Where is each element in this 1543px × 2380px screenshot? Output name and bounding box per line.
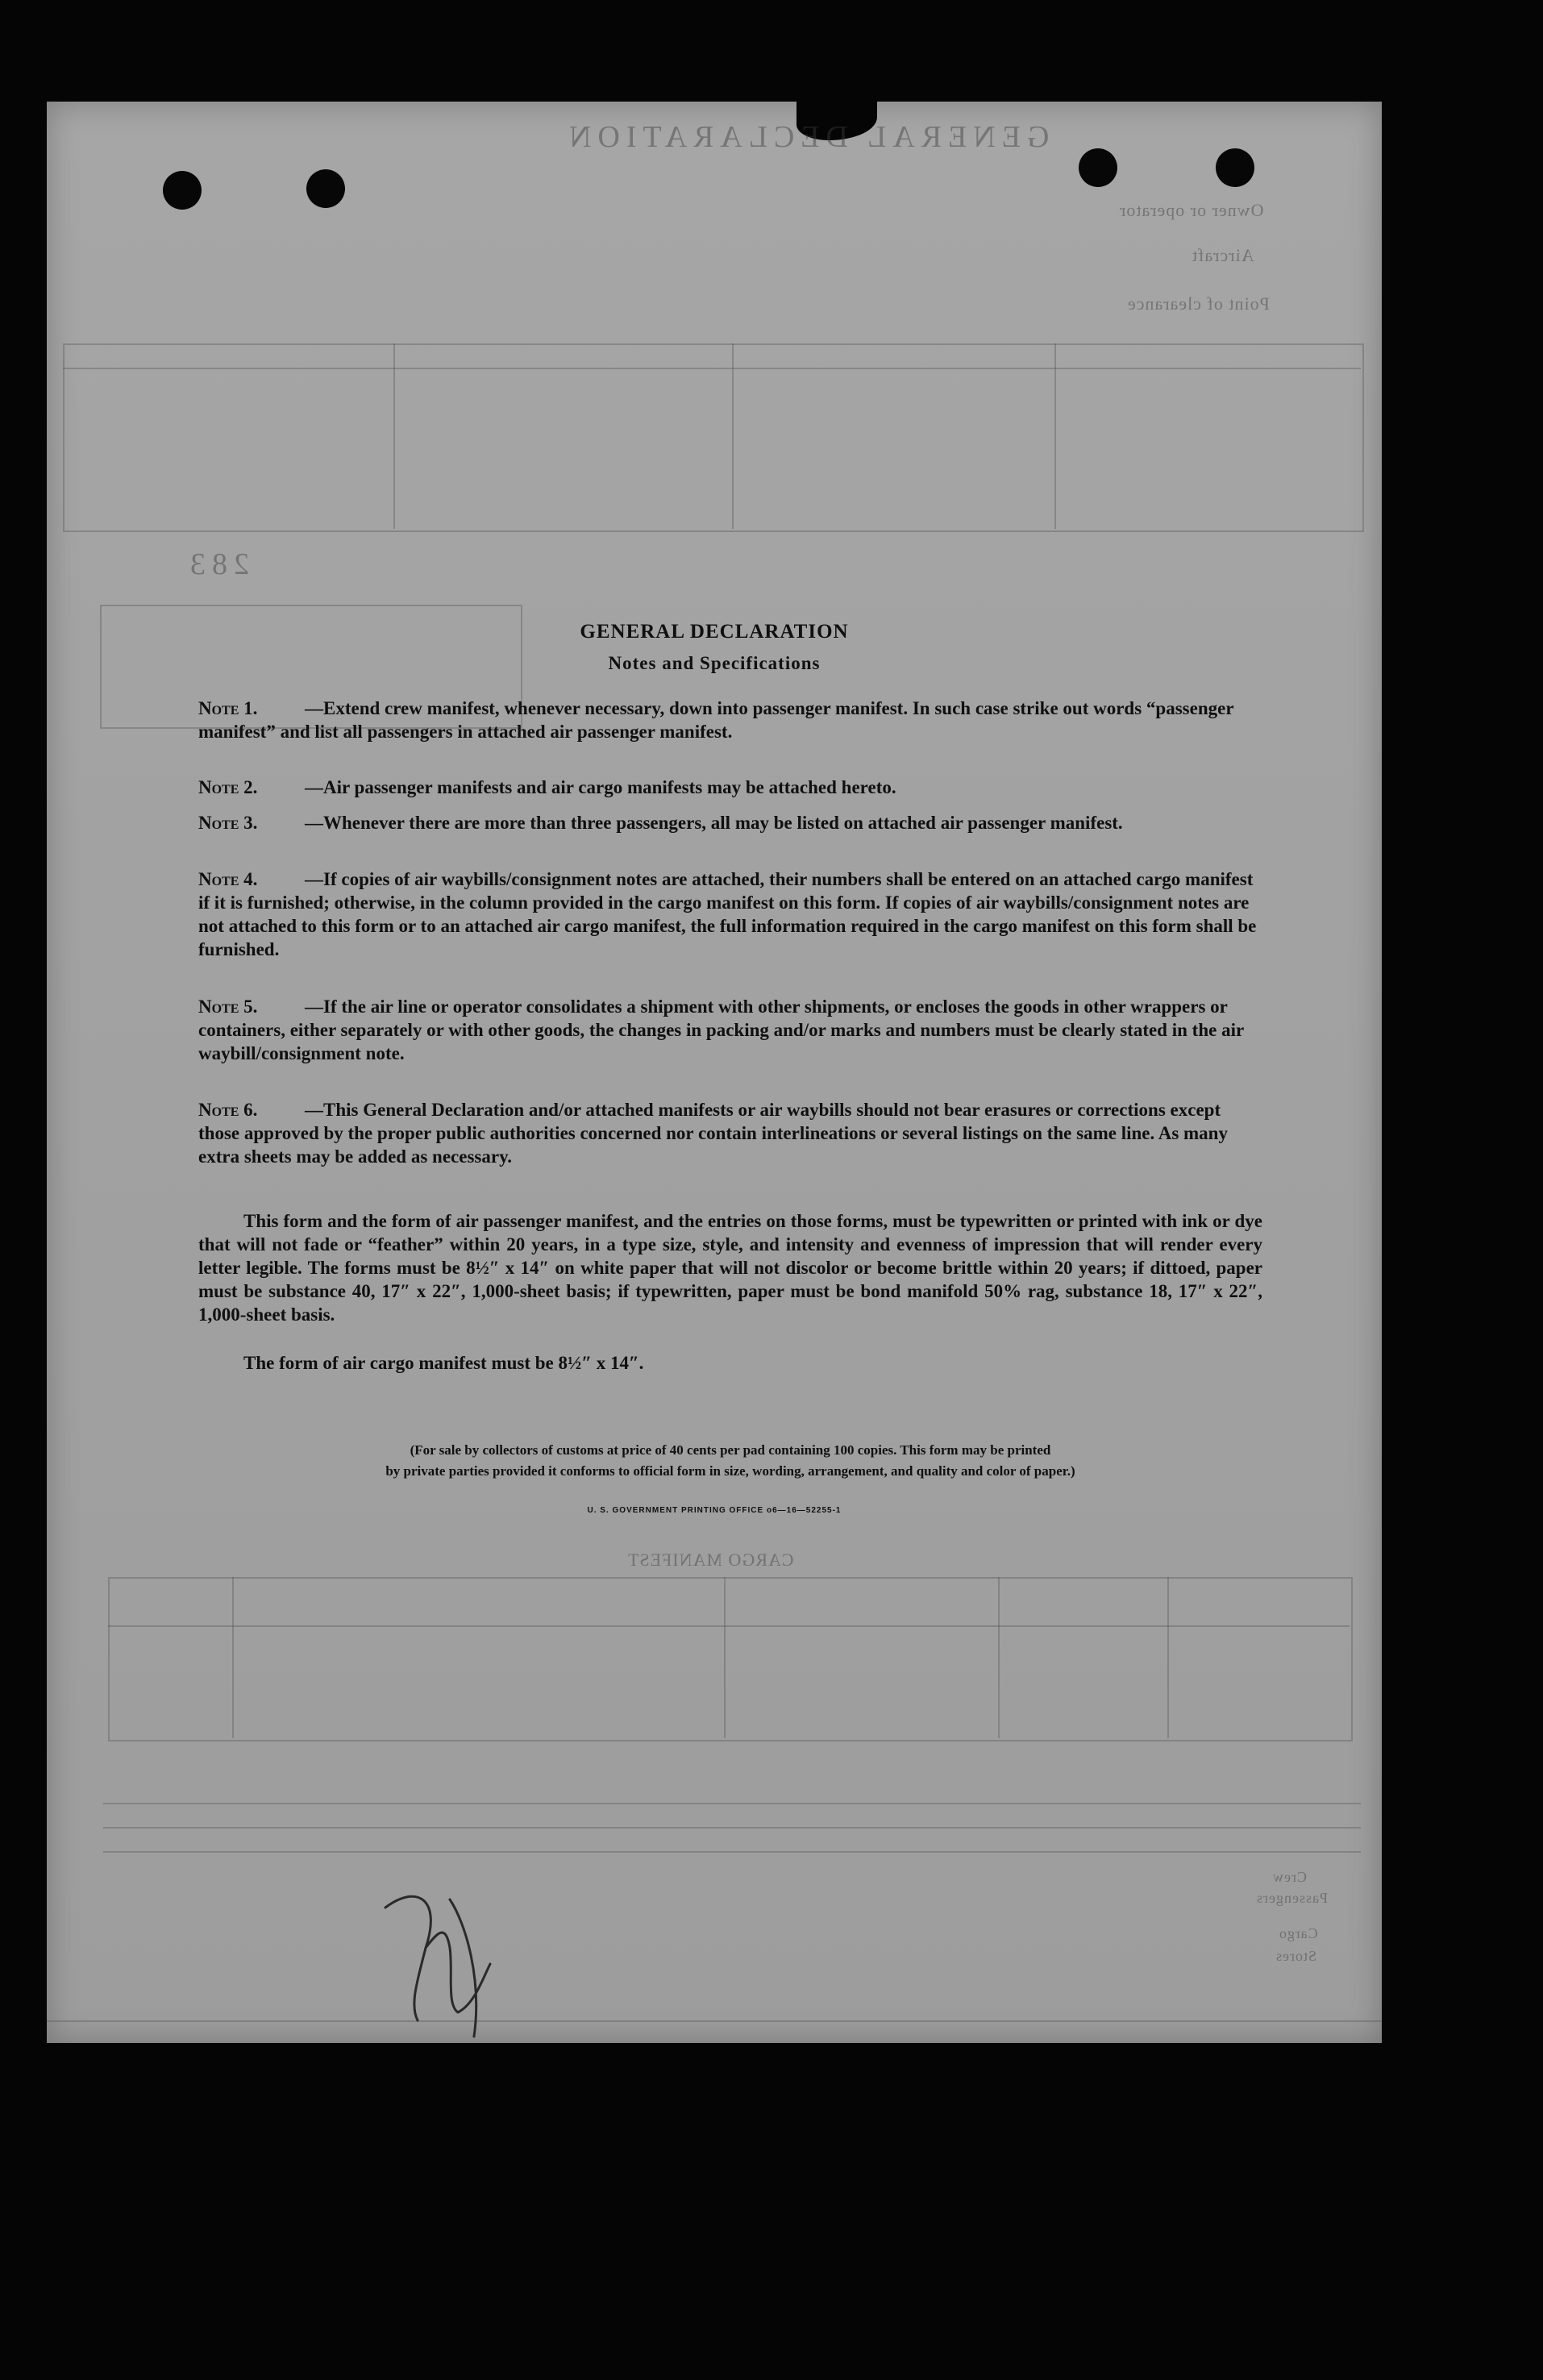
- printer-line: U. S. GOVERNMENT PRINTING OFFICE o6—16—52255-1: [587, 1506, 842, 1515]
- form-specification: This form and the form of air passenger manifest, and the entries on those forms, must be typewritten or printed with ink or dye that will not fade or “feather” within 20 years, in a type size, style, and intensity and evenness of impression that will render every letter legible. The forms must be 8½″ x 14″ on white paper that will not discolor or become brittle within 20 years; if dittoed, paper must be substance 40, 17″ x 22″, 1,000-sheet basis; if typewritten, paper must be bond manifold 50% rag, substance 18, 17″ x 22″, 1,000-sheet basis.: [198, 1211, 1262, 1325]
- note-1: [198, 697, 1262, 743]
- document-page: [47, 102, 1382, 2043]
- show-through-stores: Stores: [1275, 1948, 1316, 1964]
- show-through-crew: Crew: [1272, 1869, 1307, 1885]
- show-through-owner: Owner or operator: [1119, 200, 1264, 220]
- note-label: Note 4.: [198, 869, 258, 889]
- note-text: —This General Declaration and/or attached manifests or air waybills should not bear erasures or corrections except those approved by the proper public authorities concerned nor contain interlineations or several listings on the same line. As many extra sheets may be added as necessary.: [198, 1100, 1228, 1167]
- show-through-title: GENERAL DECLARATION: [563, 120, 1050, 154]
- note-label: Note 1.: [198, 698, 258, 718]
- document-subheading: Notes and Specifications: [608, 653, 821, 673]
- notes-and-specifications: [47, 102, 1382, 2043]
- note-text: —If copies of air waybills/consignment notes are attached, their numbers shall be entered on an attached cargo manifest if it is furnished; otherwise, in the column provided in the cargo manifest on this form. If copies of air waybills/consignment notes are not attached to this form or to an attached air cargo manifest, the full information required in the cargo manifest on this form shall be furnished.: [198, 869, 1257, 959]
- note-3: [198, 811, 1262, 834]
- show-through-cargo: Cargo: [1279, 1925, 1318, 1941]
- sale-notice-line-2: by private parties provided it conforms to official form in size, wording, arrangement, and quality and color of paper.): [385, 1463, 1075, 1479]
- note-label: Note 6.: [198, 1100, 258, 1120]
- note-label: Note 5.: [198, 997, 258, 1017]
- show-through-aircraft: Aircraft: [1192, 245, 1254, 265]
- note-text: —Air passenger manifests and air cargo manifests may be attached hereto.: [305, 777, 896, 797]
- cargo-manifest-specification: The form of air cargo manifest must be 8½″ x 14″.: [243, 1353, 644, 1373]
- sale-notice-line-1: (For sale by collectors of customs at price of 40 cents per pad containing 100 copies. This form may be printed: [410, 1442, 1051, 1458]
- note-4: [198, 868, 1262, 961]
- show-through-passengers: Passengers: [1256, 1890, 1328, 1906]
- note-label: Note 3.: [198, 813, 258, 833]
- show-through-cargo-manifest: CARGO MANIFEST: [627, 1550, 794, 1570]
- note-6: [198, 1098, 1262, 1168]
- note-5: [198, 995, 1262, 1065]
- show-through-point: Point of clearance: [1127, 293, 1270, 314]
- note-label: Note 2.: [198, 777, 258, 797]
- note-2: [198, 776, 1262, 799]
- note-text: —Extend crew manifest, whenever necessary, down into passenger manifest. In such case strike out words “passenger manifest” and list all passengers in attached air passenger manifest.: [198, 698, 1234, 742]
- show-through-page-number: 283: [184, 547, 249, 581]
- note-text: —If the air line or operator consolidates a shipment with other shipments, or encloses the goods in other wrappers or containers, either separately or with other goods, the changes in packing and/or marks and numbers must be clearly stated in the air waybill/consignment note.: [198, 997, 1244, 1063]
- document-heading: GENERAL DECLARATION: [580, 621, 849, 643]
- note-text: —Whenever there are more than three passengers, all may be listed on attached air passenger manifest.: [305, 813, 1123, 833]
